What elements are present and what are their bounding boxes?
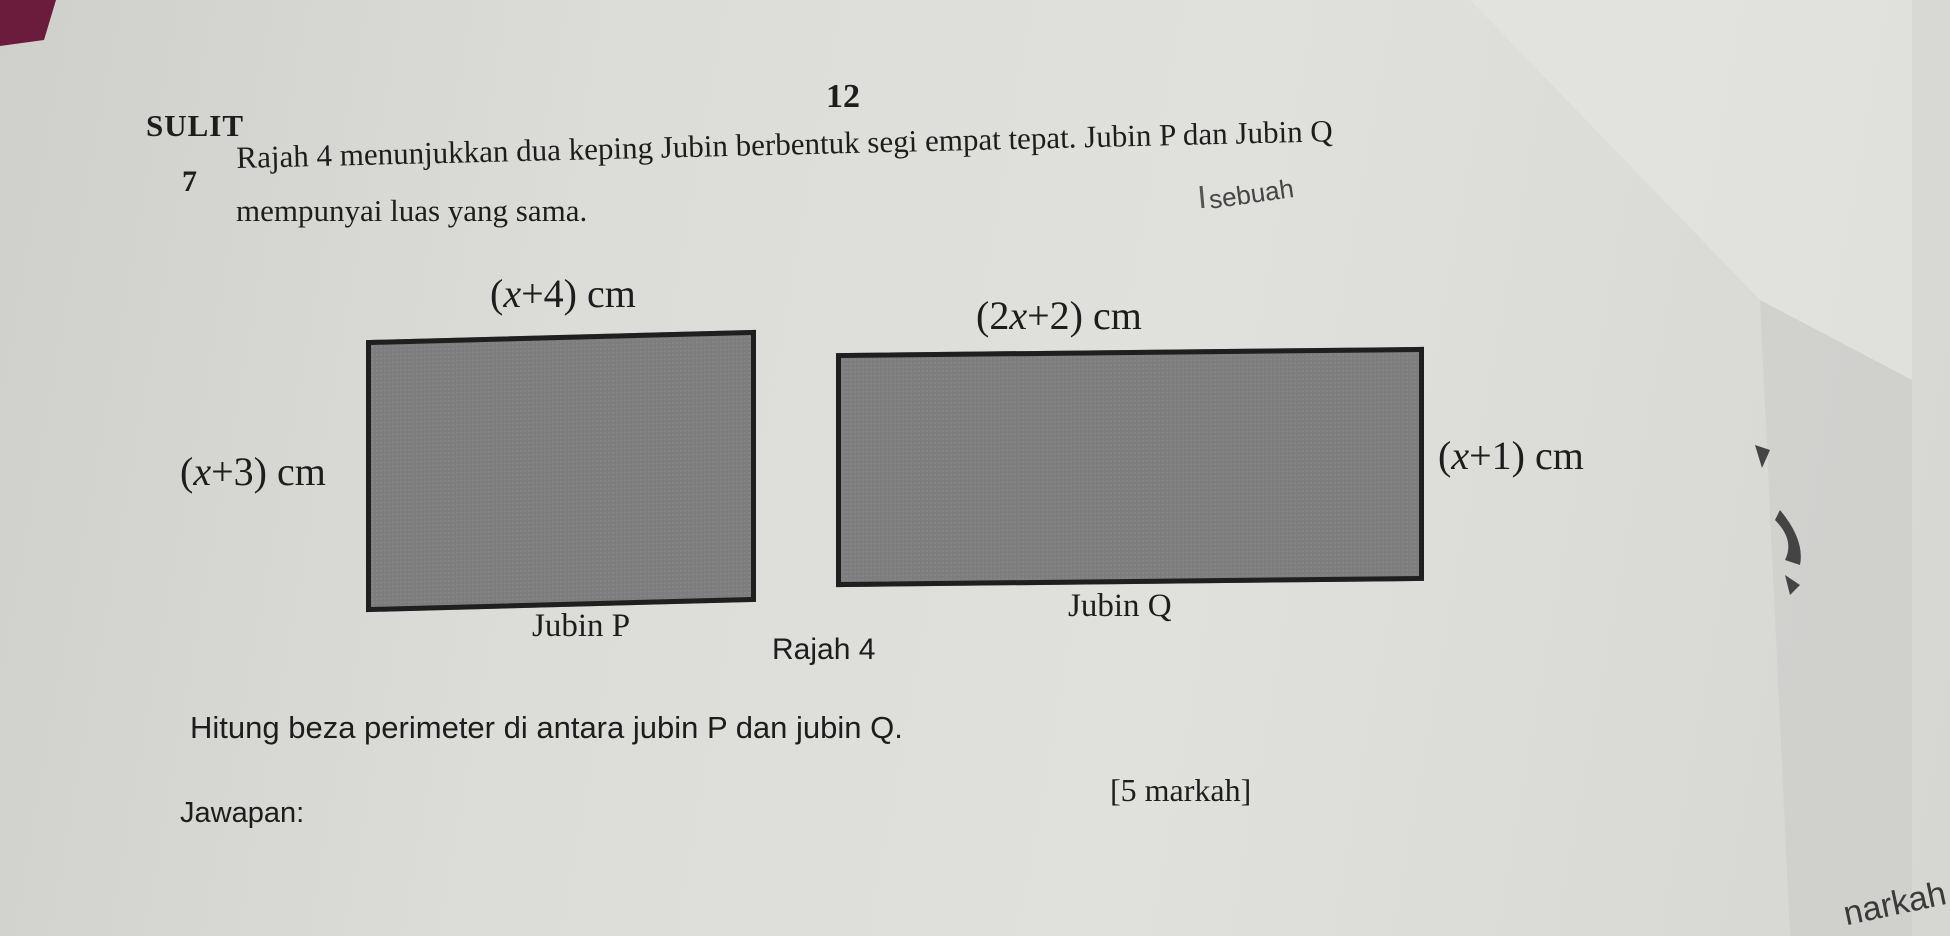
tile-q-height-label: (x+1) cm [1438, 433, 1584, 478]
bleed-through-text-top: sebuah [1207, 173, 1296, 215]
tile-q-width-label [976, 292, 1142, 339]
tile-p-rectangle [366, 330, 756, 612]
question-stem-line-2: mempunyai luas yang sama. [236, 193, 588, 228]
question-instruction: Hitung beza perimeter di antara jubin P dan jubin Q. [190, 710, 903, 745]
answer-label: Jawapan: [180, 797, 305, 829]
variable-x: x [1451, 433, 1470, 478]
dimension-rest: +4) cm [521, 271, 636, 316]
variable-x: x [193, 449, 212, 494]
variable-x: x [503, 271, 522, 316]
marks-allocation: [5 markah] [1110, 772, 1252, 808]
left-margin-strip [0, 0, 56, 46]
tile-p-width-label: (x+4) cm [490, 271, 636, 316]
tile-p-label: Jubin P [532, 608, 631, 644]
page-edge-shadow [1760, 300, 1912, 936]
tile-q-label: Jubin Q [1068, 588, 1172, 624]
tile-p-height-label: (x+3) cm [180, 449, 326, 494]
bleed-tick [1201, 186, 1203, 208]
page-fold-shadow [1470, 0, 1912, 380]
variable-x: x [1009, 293, 1028, 338]
page-number: 12 [826, 78, 860, 115]
bleed-through-text-bottom: narkah [1840, 874, 1950, 934]
dimension-coefficient: (2 [976, 293, 1010, 338]
question-stem-line-1: Rajah 4 menunjukkan dua keping Jubin berbentuk segi empat tepat. Jubin P dan Jubin Q [236, 113, 1334, 175]
dimension-rest: +2) cm [1027, 293, 1142, 338]
question-number: 7 [182, 165, 197, 198]
tile-q-rectangle [836, 347, 1424, 587]
dimension-rest: +1) cm [1469, 433, 1584, 478]
figure-caption: Rajah 4 [772, 633, 876, 666]
dimension-rest: +3) cm [211, 449, 326, 494]
header-label: SULIT [146, 108, 245, 143]
